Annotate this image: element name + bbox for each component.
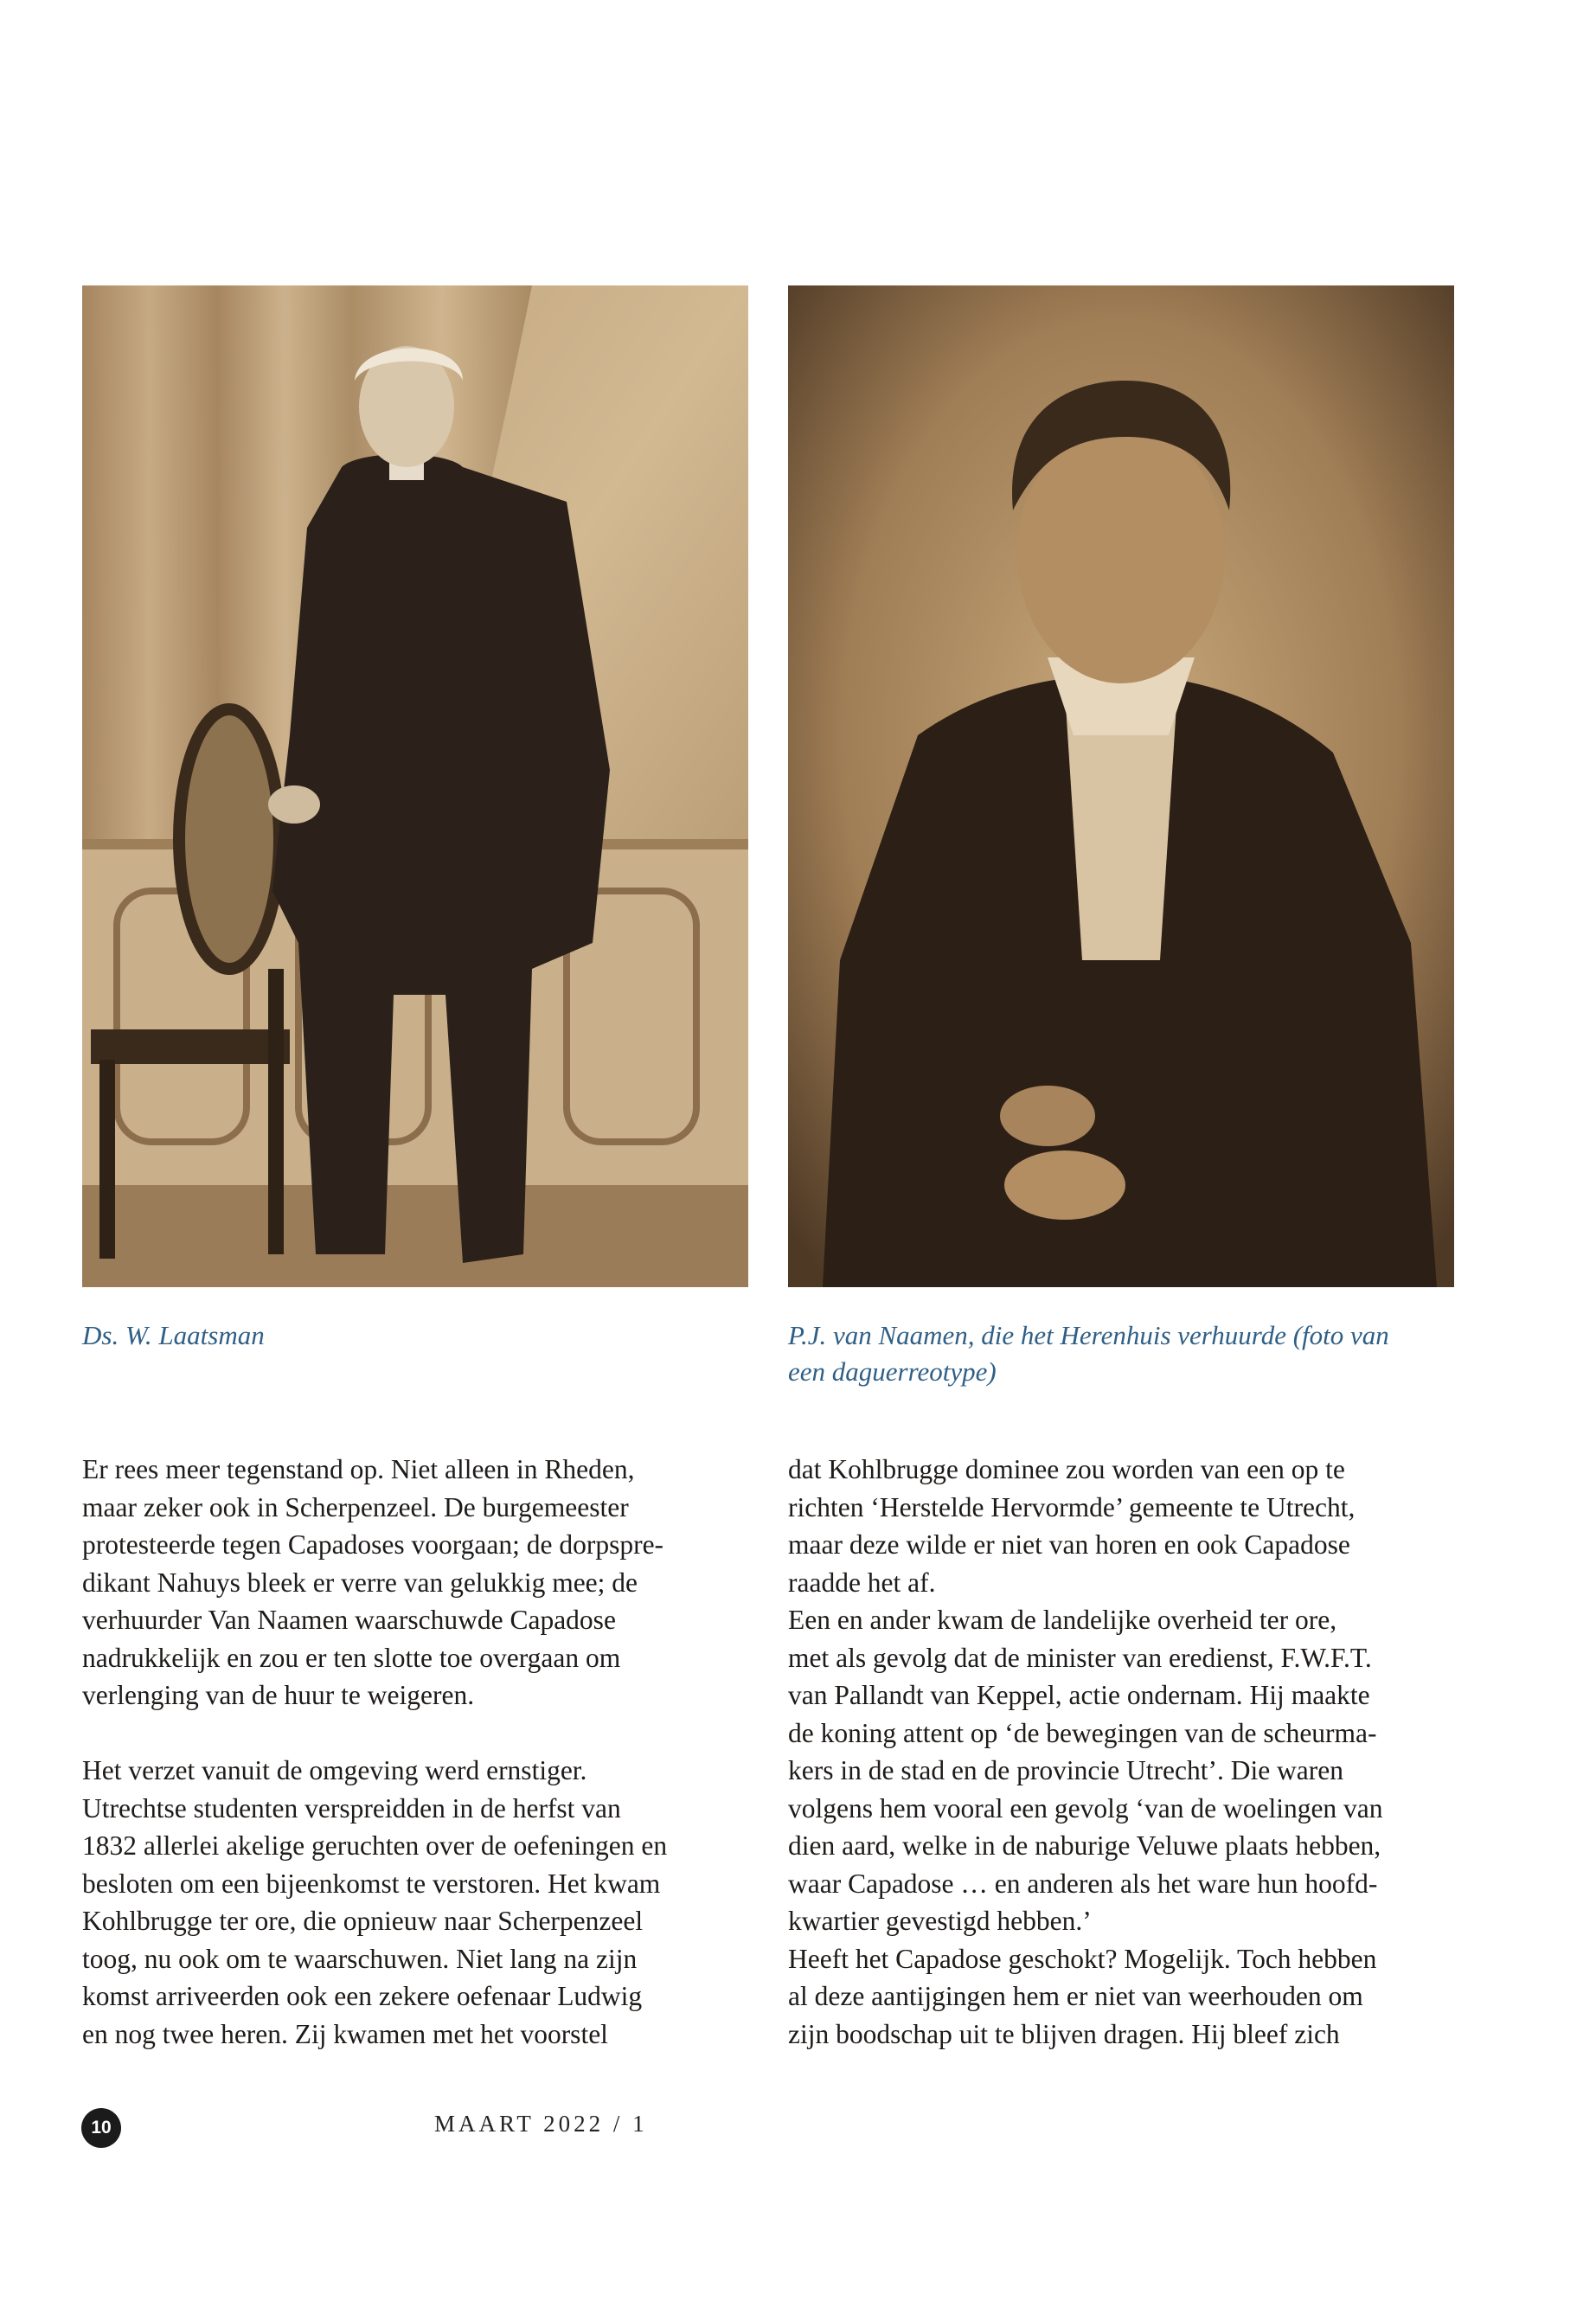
text-line: verlenging van de huur te weigeren. xyxy=(82,1680,475,1710)
text-line: besloten om een bijeenkomst te verstoren. Het kwam xyxy=(82,1868,661,1899)
photo-laatsman xyxy=(82,285,748,1287)
paragraph-gap xyxy=(82,1715,753,1753)
text-line: de koning attent op ‘de bewegingen van de scheurma- xyxy=(788,1717,1377,1748)
text-line: Er rees meer tegenstand op. Niet alleen in Rheden, xyxy=(82,1454,635,1484)
text-line: dikant Nahuys bleek er verre van gelukkig mee; de xyxy=(82,1567,638,1598)
text-line: dat Kohlbrugge dominee zou worden van een op te xyxy=(788,1454,1345,1484)
caption-van-naamen xyxy=(788,1317,1454,1390)
text-line: verhuurder Van Naamen waarschuwde Capadose xyxy=(82,1605,616,1635)
caption-van-naamen-line-2: een daguerreotype) xyxy=(788,1356,997,1387)
caption-laatsman xyxy=(82,1317,748,1354)
text-line: kwartier gevestigd hebben.’ xyxy=(788,1906,1092,1936)
text-line: Een en ander kwam de landelijke overheid ter ore, xyxy=(788,1605,1337,1635)
text-line: Kohlbrugge ter ore, die opnieuw naar Scherpenzeel xyxy=(82,1906,644,1936)
text-line: en nog twee heren. Zij kwamen met het voorstel xyxy=(82,2018,608,2049)
text-line: raadde het af. xyxy=(788,1567,936,1598)
issue-label: MAART 2022 / 1 xyxy=(434,2111,648,2137)
text-line: toog, nu ook om te waarschuwen. Niet lang na zijn xyxy=(82,1943,638,1974)
text-line: al deze aantijgingen hem er niet van weerhouden om xyxy=(788,1981,1363,2011)
text-line: met als gevolg dat de minister van eredienst, F.W.F.T. xyxy=(788,1642,1372,1673)
text-line: waar Capadose … en anderen als het ware hun hoofd- xyxy=(788,1868,1378,1899)
text-line: richten ‘Herstelde Hervormde’ gemeente te Utrecht, xyxy=(788,1491,1356,1522)
text-line: maar deze wilde er niet van horen en ook Capadose xyxy=(788,1529,1350,1560)
caption-van-naamen-line-1: P.J. van Naamen, die het Herenhuis verhuurde (foto van xyxy=(788,1320,1389,1350)
text-line: Heeft het Capadose geschokt? Mogelijk. Toch hebben xyxy=(788,1943,1377,1974)
portrait-seated-man-image xyxy=(788,285,1454,1287)
text-line: protesteerde tegen Capadoses voorgaan; de dorpspre- xyxy=(82,1529,664,1560)
body-column-right xyxy=(788,1451,1458,2053)
caption-laatsman-text: Ds. W. Laatsman xyxy=(82,1320,265,1350)
text-line: 1832 allerlei akelige geruchten over de oefeningen en xyxy=(82,1830,668,1861)
page-number-badge: 10 xyxy=(81,2108,121,2148)
text-line: kers in de stad en de provincie Utrecht’. Die waren xyxy=(788,1755,1343,1785)
text-line: komst arriveerden ook een zekere oefenaar Ludwig xyxy=(82,1981,643,2011)
text-line: Het verzet vanuit de omgeving werd ernstiger. xyxy=(82,1755,587,1785)
text-line: Utrechtse studenten verspreidden in de herfst van xyxy=(82,1792,621,1823)
portrait-standing-man-image xyxy=(82,285,748,1287)
text-line: nadrukkelijk en zou er ten slotte toe overgaan om xyxy=(82,1642,621,1673)
text-line: maar zeker ook in Scherpenzeel. De burgemeester xyxy=(82,1491,629,1522)
text-line: zijn boodschap uit te blijven dragen. Hij bleef zich xyxy=(788,2018,1340,2049)
text-line: volgens hem vooral een gevolg ‘van de woelingen van xyxy=(788,1792,1383,1823)
text-line: van Pallandt van Keppel, actie ondernam. Hij maakte xyxy=(788,1680,1370,1710)
text-line: dien aard, welke in de naburige Veluwe plaats hebben, xyxy=(788,1830,1381,1861)
body-column-left xyxy=(82,1451,753,2053)
photo-van-naamen xyxy=(788,285,1454,1287)
